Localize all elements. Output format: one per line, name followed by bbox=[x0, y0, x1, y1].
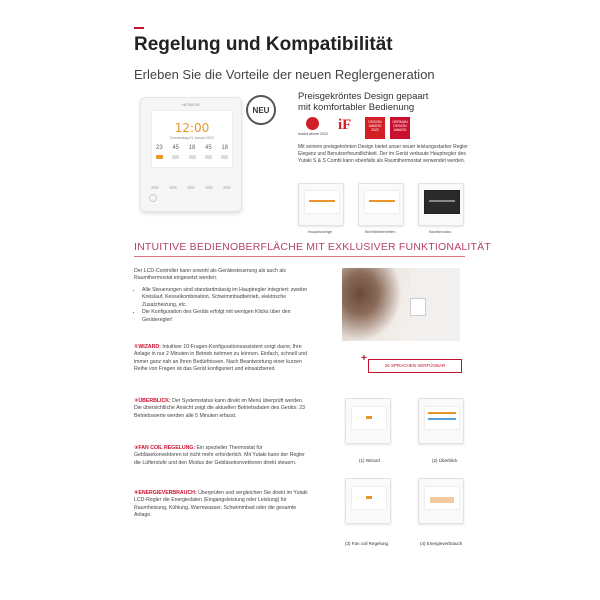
gallery-screen bbox=[424, 406, 460, 430]
page-title: Regelung und Kompatibilität bbox=[134, 34, 393, 55]
heating-icon bbox=[156, 155, 163, 159]
new-badge: NEU bbox=[246, 95, 276, 125]
screen-chart bbox=[430, 497, 454, 503]
page-subtitle: Erleben Sie die Vorteile der neuen Reglergeneration bbox=[134, 67, 435, 82]
reddot-caption: reddot winner 2022 bbox=[298, 132, 328, 136]
screen-bar bbox=[428, 412, 456, 414]
device-button bbox=[223, 186, 231, 189]
feature-label: ④ENERGIEVERBRAUCH: bbox=[134, 490, 197, 496]
mini-screen-bar bbox=[369, 200, 395, 202]
mini-display-comfort bbox=[358, 183, 404, 226]
bullet-item: • Alle Steuerungen sind standardmässig im Hauptregler integriert: zweiter Kreislauf, Kesselkombination, Schwimmbadbetrieb, elektrische Zusatzheizung, etc. bbox=[142, 287, 310, 309]
gallery-screen bbox=[351, 406, 387, 430]
device-value: 18 bbox=[221, 145, 228, 151]
feature-wizard bbox=[134, 344, 310, 374]
status-icon bbox=[221, 155, 228, 159]
gallery-caption: (3) Fan coil Regelung bbox=[345, 541, 389, 546]
accent-bar bbox=[134, 27, 144, 29]
screen-chip bbox=[366, 416, 372, 419]
screen-bar bbox=[428, 418, 456, 420]
feature-text: Der Systemstatus kann direkt im Menü überprüft werden. Die übersichtliche Ansicht zeigt die aktuellen Betriebsdaten des Geräts: 23 Betriebswerte werden alle 5 Minuten erfasst. bbox=[134, 398, 305, 419]
feature-label: ③FAN COIL REGELUNG: bbox=[134, 445, 196, 451]
mini-display-caption: Wohlfühlbehelfen bbox=[364, 229, 396, 234]
feature-fancoil bbox=[134, 445, 310, 467]
gallery-overview bbox=[418, 398, 464, 444]
feature-label: ②ÜBERBLICK: bbox=[134, 398, 171, 404]
person-using-controller-photo bbox=[342, 268, 460, 341]
mini-display-caption: Nachtmodus bbox=[428, 229, 452, 234]
mini-display-caption: Hauptanzeige bbox=[307, 229, 333, 234]
device-brand: HITACHI bbox=[182, 102, 200, 107]
gallery-wizard bbox=[345, 398, 391, 444]
mini-screen-bar bbox=[429, 200, 455, 202]
german-design-award-badge: GERMAN DESIGN AWARD bbox=[390, 117, 410, 139]
device-values bbox=[156, 145, 228, 151]
status-icon bbox=[172, 155, 179, 159]
feature-bullets bbox=[134, 287, 310, 324]
awards-heading bbox=[298, 91, 428, 113]
if-logo: iF bbox=[338, 117, 352, 133]
design-award-badge: DESIGN AWARD 2022 bbox=[365, 117, 385, 139]
bullet-item: • Die Konfiguration des Geräts erfolgt mit wenigen Klicks über den Geräteregler! bbox=[142, 309, 310, 324]
mini-display-night bbox=[418, 183, 464, 226]
device-button bbox=[187, 186, 195, 189]
device-button bbox=[169, 186, 177, 189]
device-time: 12:00 bbox=[174, 121, 210, 135]
awards-heading-line: Preisgekröntes Design gepaart bbox=[298, 91, 429, 102]
device-value: 18 bbox=[188, 145, 196, 151]
awards-heading-line: mit komfortabler Bedienung bbox=[298, 102, 415, 113]
gallery-screen bbox=[351, 486, 387, 510]
person bbox=[342, 268, 402, 341]
device-buttons bbox=[151, 186, 231, 189]
gallery-screen bbox=[424, 486, 460, 510]
mini-screen bbox=[364, 190, 400, 214]
mini-screen bbox=[424, 190, 460, 214]
gallery-caption: (2) Überblick bbox=[432, 458, 458, 463]
section-divider bbox=[134, 256, 465, 257]
device-button bbox=[151, 186, 159, 189]
controller-device-image bbox=[140, 97, 242, 212]
device-value: 45 bbox=[204, 145, 212, 151]
languages-badge: 26 SPRACHEN VERFÜGBAR bbox=[368, 359, 462, 373]
screen-chip bbox=[366, 496, 372, 499]
gallery-caption: (1) Wizard bbox=[359, 458, 380, 463]
feature-text: Intuitiver 10-Fragen-Konfigurationsassistent sorgt davor, Ihre Anlage in nur 2 Minuten in Betrieb nehmen zu können. Einfach, schnell und immer ganz nah an Ihren Bedürfnissen. Nach Beantwortung einer kurzen Reihe von Fragen ist das Gerät konfiguriert und einsatzbereit. bbox=[134, 344, 308, 373]
plus-icon: + bbox=[361, 353, 367, 364]
status-icon bbox=[189, 155, 196, 159]
device-value: 45 bbox=[172, 145, 180, 151]
device-date: Donnerstag 01 Januar 2022 bbox=[170, 136, 214, 140]
mini-display-main bbox=[298, 183, 344, 226]
gallery-energy bbox=[418, 478, 464, 524]
mini-screen-bar bbox=[309, 200, 335, 202]
gallery-fancoil bbox=[345, 478, 391, 524]
device-status-icons bbox=[156, 155, 228, 159]
status-icon bbox=[205, 155, 212, 159]
power-icon bbox=[149, 194, 157, 202]
section-heading: INTUITIVE BEDIENOBERFLÄCHE MIT EXKLUSIVER FUNKTIONALITÄT bbox=[134, 241, 491, 253]
feature-energy bbox=[134, 490, 310, 520]
reddot-icon bbox=[306, 117, 319, 130]
reddot-award-logo bbox=[298, 117, 328, 139]
gallery-caption: (4) Energieverbrauch bbox=[420, 541, 463, 546]
wall-controller bbox=[410, 298, 426, 316]
intro-paragraph: Der LCD-Controller kann sowohl als Gerätesteuerung als auch als Raumthermostat eingesetzt werden. bbox=[134, 268, 286, 282]
feature-overview bbox=[134, 398, 310, 420]
device-screen bbox=[151, 110, 233, 168]
awards-description: Mit seinem preisgekrönten Design bietet unser neuer leistungsstarker Regler Eleganz und Benutzerfreundlichkeit. Der im Gerät verbaute Hauptregler des Yutaki S & S Combi kann ebenfalls als Raumthermostat verwendet werden. bbox=[298, 144, 468, 164]
mini-screen bbox=[304, 190, 340, 214]
feature-text: Ein spezieller Thermostat für Gebläsekonvektoren ist nicht mehr erforderlich. Mit Yutaki kann der Regler die Lüfterstufe und den Modus der Gebläsekonvektoren direkt steuern. bbox=[134, 445, 305, 466]
feature-label: ①WIZARD: bbox=[134, 344, 161, 350]
if-award-logo bbox=[336, 117, 360, 139]
device-button bbox=[205, 186, 213, 189]
feature-text: Überprüfen und vergleichen Sie direkt im Yutaki LCD-Regler die Energiedaten (Eingangsleistung oder Leistung) für Raumheizung, Kühlung, Warmwasser, Schwimmbad oder die gesamte Anlage. bbox=[134, 490, 308, 519]
device-value: 23 bbox=[156, 145, 163, 151]
